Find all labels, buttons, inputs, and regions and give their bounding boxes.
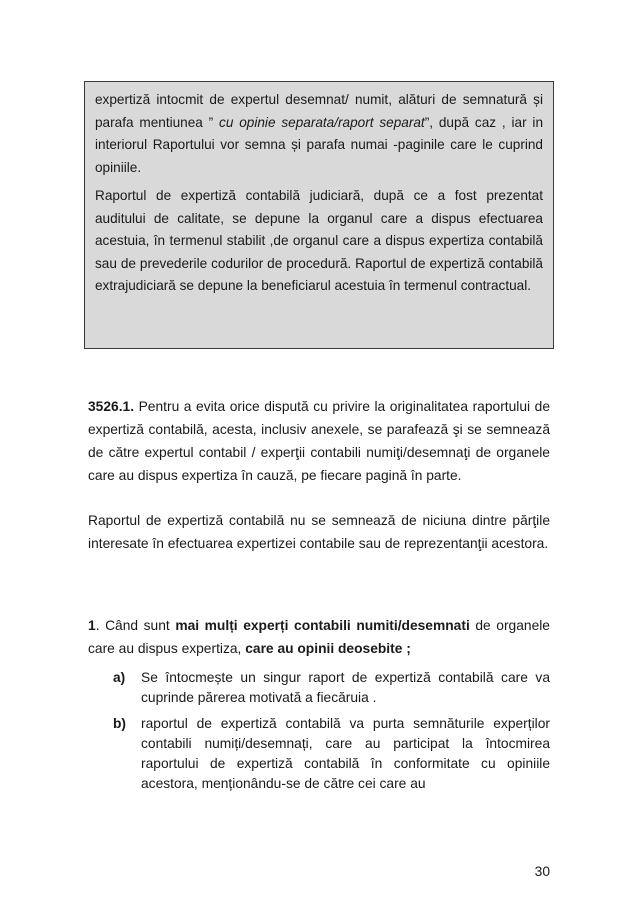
point-1-paragraph: 1. Când sunt mai mulți experți contabili numiti/desemnati de organele care au dispus expertiza, care au opinii deosebite ; [88, 618, 550, 656]
list-marker: a) [113, 670, 126, 685]
list-item [88, 712, 550, 794]
list-marker: b) [113, 716, 127, 731]
section-number: 3526.1. [88, 399, 135, 414]
section-3526-1 [88, 395, 550, 487]
note-paragraph-2: Raportul de expertiză contabilă judiciară, după ce a fost prezentat auditului de calitate, se depune la organul care a dispus efectuarea acestuia, în termenul stabilit ,de organul care a dispus expertiza contabilă sau de prevederile codurilor de procedură. Raportul de expertiză contabilă extrajudiciară se depune la beneficiarul acestuia în termenul contractual. [95, 188, 543, 293]
list-item-text: raportul de expertiză contabilă va purta semnăturile experților contabili numiți/desemnați, care au participat la întocmirea raportului de expertiză contabilă în conformitate cu opiniile acestora, menționându-se de către cei care au [141, 716, 550, 791]
opinion-mention: cu opinie separata/raport separat [219, 114, 425, 130]
point-number: 1 [88, 618, 96, 633]
highlighted-note-box [84, 81, 554, 349]
page-number: 30 [534, 864, 550, 879]
list-item-text: Se întocmește un singur raport de expertiză contabilă care va cuprinde părerea motivată a fiecăruia . [141, 670, 550, 705]
list-item [88, 666, 550, 708]
note-paragraph-1: expertiză intocmit de expertul desemnat/ numit, alături de semnatură și parafa mentiunea ” cu opinie separata/raport separat”, după caz , iar in interiorul Raportului vor semna și parafa numai -paginile care le cuprind opiniile. [95, 92, 544, 175]
section-paragraph: 3526.1. Pentru a evita orice dispută cu privire la originalitatea raportului de expertiză contabilă, acesta, inclusiv anexele, se parafează şi se semnează de către expertul contabil / experţii contabili numiţi/desemnaţi de organele care au dispus expertiza în cauză, pe fiecare pagină în parte. [88, 399, 550, 483]
signature-paragraph: Raportul de expertiză contabilă nu se semnează de niciuna dintre părţile interesate în efectuarea expertizei contabile sau de reprezentanţii acestora. [88, 513, 550, 551]
ordered-list [88, 666, 550, 798]
